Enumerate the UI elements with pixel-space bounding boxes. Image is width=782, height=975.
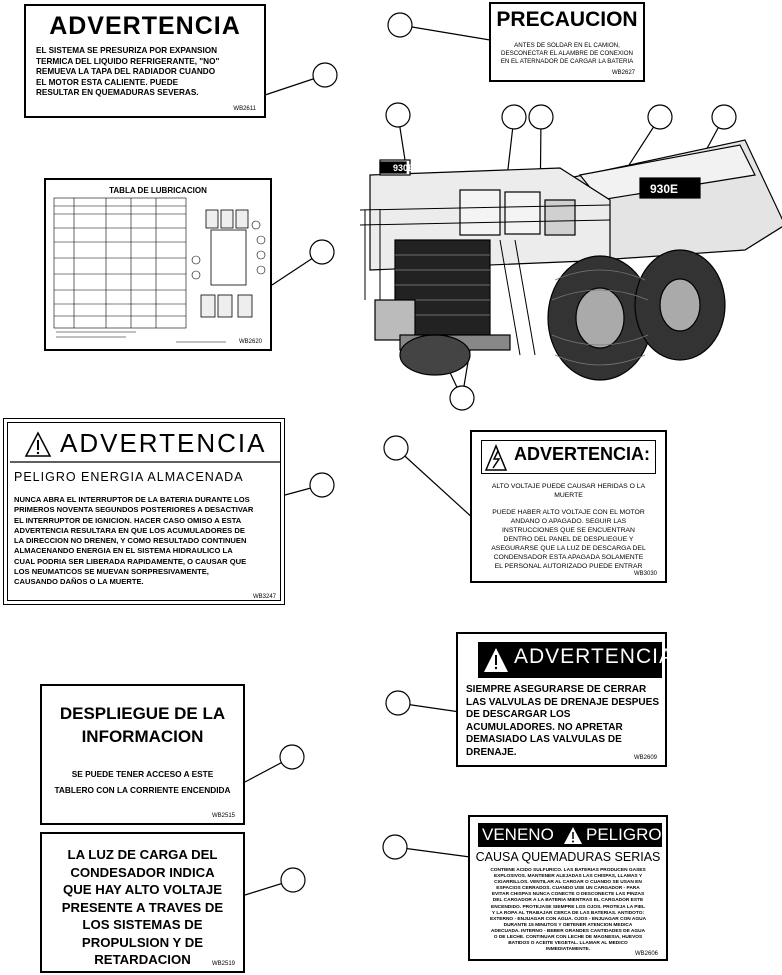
callout-circle [529,105,553,129]
callout-circle [450,386,474,410]
callout-circle [383,835,407,859]
callout-circle [280,745,304,769]
truck-front-model-label: 930E [393,163,415,173]
decal-title: ADVERTENCIA [49,12,241,40]
callout-circle [502,105,526,129]
decal-code: WB3247 [252,594,276,600]
decal-veneno-peligro [468,815,668,961]
decal-advertencia-alto-voltaje [470,430,667,583]
decal-tabla-lubricacion [44,178,272,351]
decal-body: SIEMPRE ASEGURARSE DE CERRAR LAS VALVULAS DE DRENAJE DESPUES DE DESCARGAR LOS ACUMULADORES. NO APRETAR DEMASIADO LAS VALVULAS DE DRENAJE. [466,684,659,758]
decal-code: WB2519 [211,961,235,967]
decal-body: LA LUZ DE CARGA DEL CONDESADOR INDICA QUE HAY ALTO VOLTAJE PRESENTE A TRAVES DE LOS SISTEMAS DE PROPULSION Y DE RETARDACION [61,847,224,967]
lubrication-grid [46,180,274,353]
decal-advertencia-energia [3,418,285,605]
callout-circle [388,13,412,37]
decal-precaucion [489,2,645,82]
decal-title: ADVERTENCIA [60,428,267,458]
truck-side-model-label: 930E [650,182,679,196]
callout-circle [384,436,408,460]
decal-code: WB2515 [211,813,235,819]
decal-despliegue-informacion [40,684,245,825]
decal-body: CONTIENE ACIDO SULFURICO. LAS BATERIAS PRODUCEN GASES EXPLOSIVOS. MANTENER ALEJADAS LAS CHISPAS, LLAMAS Y CIGARRILLOS. VENTILAR AL CARGAR O CUANDO SE USAN EN ESPACIOS CERRADOS. CUANDO USE UN CARGADOR - PARA EVITAR CHISPAS NUNCA CONECTE O DESCONECTE LAS PINZAS DEL CARGADOR A LA BATERIA MIENTRAS EL CARGADOR ESTE ENCENDIDO. PROTEJASE SIEMPRE LOS OJOS. PROTEJA LA PIEL Y LA ROPA AL TRABAJAR CERCA DE LAS BATERIAS. ANTIDOTO: EXTERNO - ENJUAGAR CON AGUA. OJOS - ENJUAGAR CON AGUA DURANTE 15 MINUTOS Y OBTENER ATENCION MEDICA ADECUADA. INTERNO - BEBER GRANDES CANTIDADES DE AGUA O DE LECHE. CONTINUAR CON LECHE DE MAGNESIA, HUEVOS BATIDOS O ACEITE VEGETAL. LLAMAR AL MEDICO INMEDIATAMENTE. [489,868,647,953]
callout-circle [648,105,672,129]
decal-code: WB2609 [633,755,657,761]
callout-circle [313,63,337,87]
decal-luz-carga-condensador [40,832,245,973]
decal-body: ANTES DE SOLDAR EN EL CAMION, DESCONECTAR EL ALAMBRE DE CONEXION EN EL ATERNADOR DE CARGAR LA BATERIA [500,42,634,65]
decal-title: ADVERTENCIA: [514,444,651,464]
decal-code: WB2627 [611,70,635,76]
decal-body: SE PUEDE TENER ACCESO A ESTE TABLERO CON LA CORRIENTE ENCENDIDA [54,769,231,795]
callout-circle [712,105,736,129]
decal-advertencia-refrigerante [24,4,266,118]
decal-subtitle: CAUSA QUEMADURAS SERIAS [475,850,661,864]
decal-body-1: ALTO VOLTAJE PUEDE CAUSAR HERIDAS O LA MUERTE [491,483,646,499]
callout-circle [386,691,410,715]
decal-title: ADVERTENCIA [514,645,674,668]
decal-body-2: PUEDE HABER ALTO VOLTAJE CON EL MOTOR ANDANO O APAGADO. SEGUIR LAS INSTRUCCIONES QUE SE ENCUENTRAN DENTRO DEL PANEL DE DESPLIEGUE Y ASEGURARSE QUE LA LUZ DE DESCARGA DEL CONDENSADOR ESTA APAGADA SOLAMENTE EL PERSONAL AUTORIZADO PUEDE ENTRAR [491,509,646,570]
decal-code: WB2606 [634,951,658,957]
callout-circle [281,868,305,892]
decal-subtitle: PELIGRO ENERGIA ALMACENADA [14,470,244,484]
decal-title: PRECAUCION [496,8,638,31]
decal-title: DESPLIEGUE DE LA INFORMACION [59,704,226,746]
decal-title: TABLA DE LUBRICACION [109,186,207,195]
decal-body: NUNCA ABRA EL INTERRUPTOR DE LA BATERIA DURANTE LOS PRIMEROS NOVENTA SEGUNDOS POSTERIORES A DESACTIVAR EL INTERRUPTOR DE IGNICION. HACER CASO OMISO A ESTA ADVERTENCIA RESULTARA EN QUE LOS ACUMULADORES DE LA DIRECCION NO DRENEN, Y COMO RESULTADO CONTINUEN ALMACENANDO ENERGIA EN EL SISTEMA HIDRAULICO LA CUAL PODRIA SER LIBERADA RAPIDAMENTE, O CAUSAR QUE LOS NEUMATICOS SE MUEVAN SORPRESIVAMENTE, CAUSANDO DAÑOS O LA MUERTE. [14,495,254,587]
decal-advertencia-valvulas [456,632,674,767]
decal-code: WB3030 [633,571,657,577]
decal-body: EL SISTEMA SE PRESURIZA POR EXPANSION TERMICA DEL LIQUIDO REFRIGERANTE, "NO" REMUEVA LA TAPA DEL RADIADOR CUANDO EL MOTOR ESTA CALIENTE. PUEDE RESULTAR EN QUEMADURAS SEVERAS. [36,46,220,97]
callout-circle [310,473,334,497]
decal-code: WB2620 [238,339,262,345]
decal-title-left: VENENO [482,825,554,844]
callout-circle [310,240,334,264]
haul-truck-illustration [360,140,782,380]
callout-circle [386,103,410,127]
decal-title-right: PELIGRO [586,825,662,844]
decal-code: WB2611 [233,106,256,112]
